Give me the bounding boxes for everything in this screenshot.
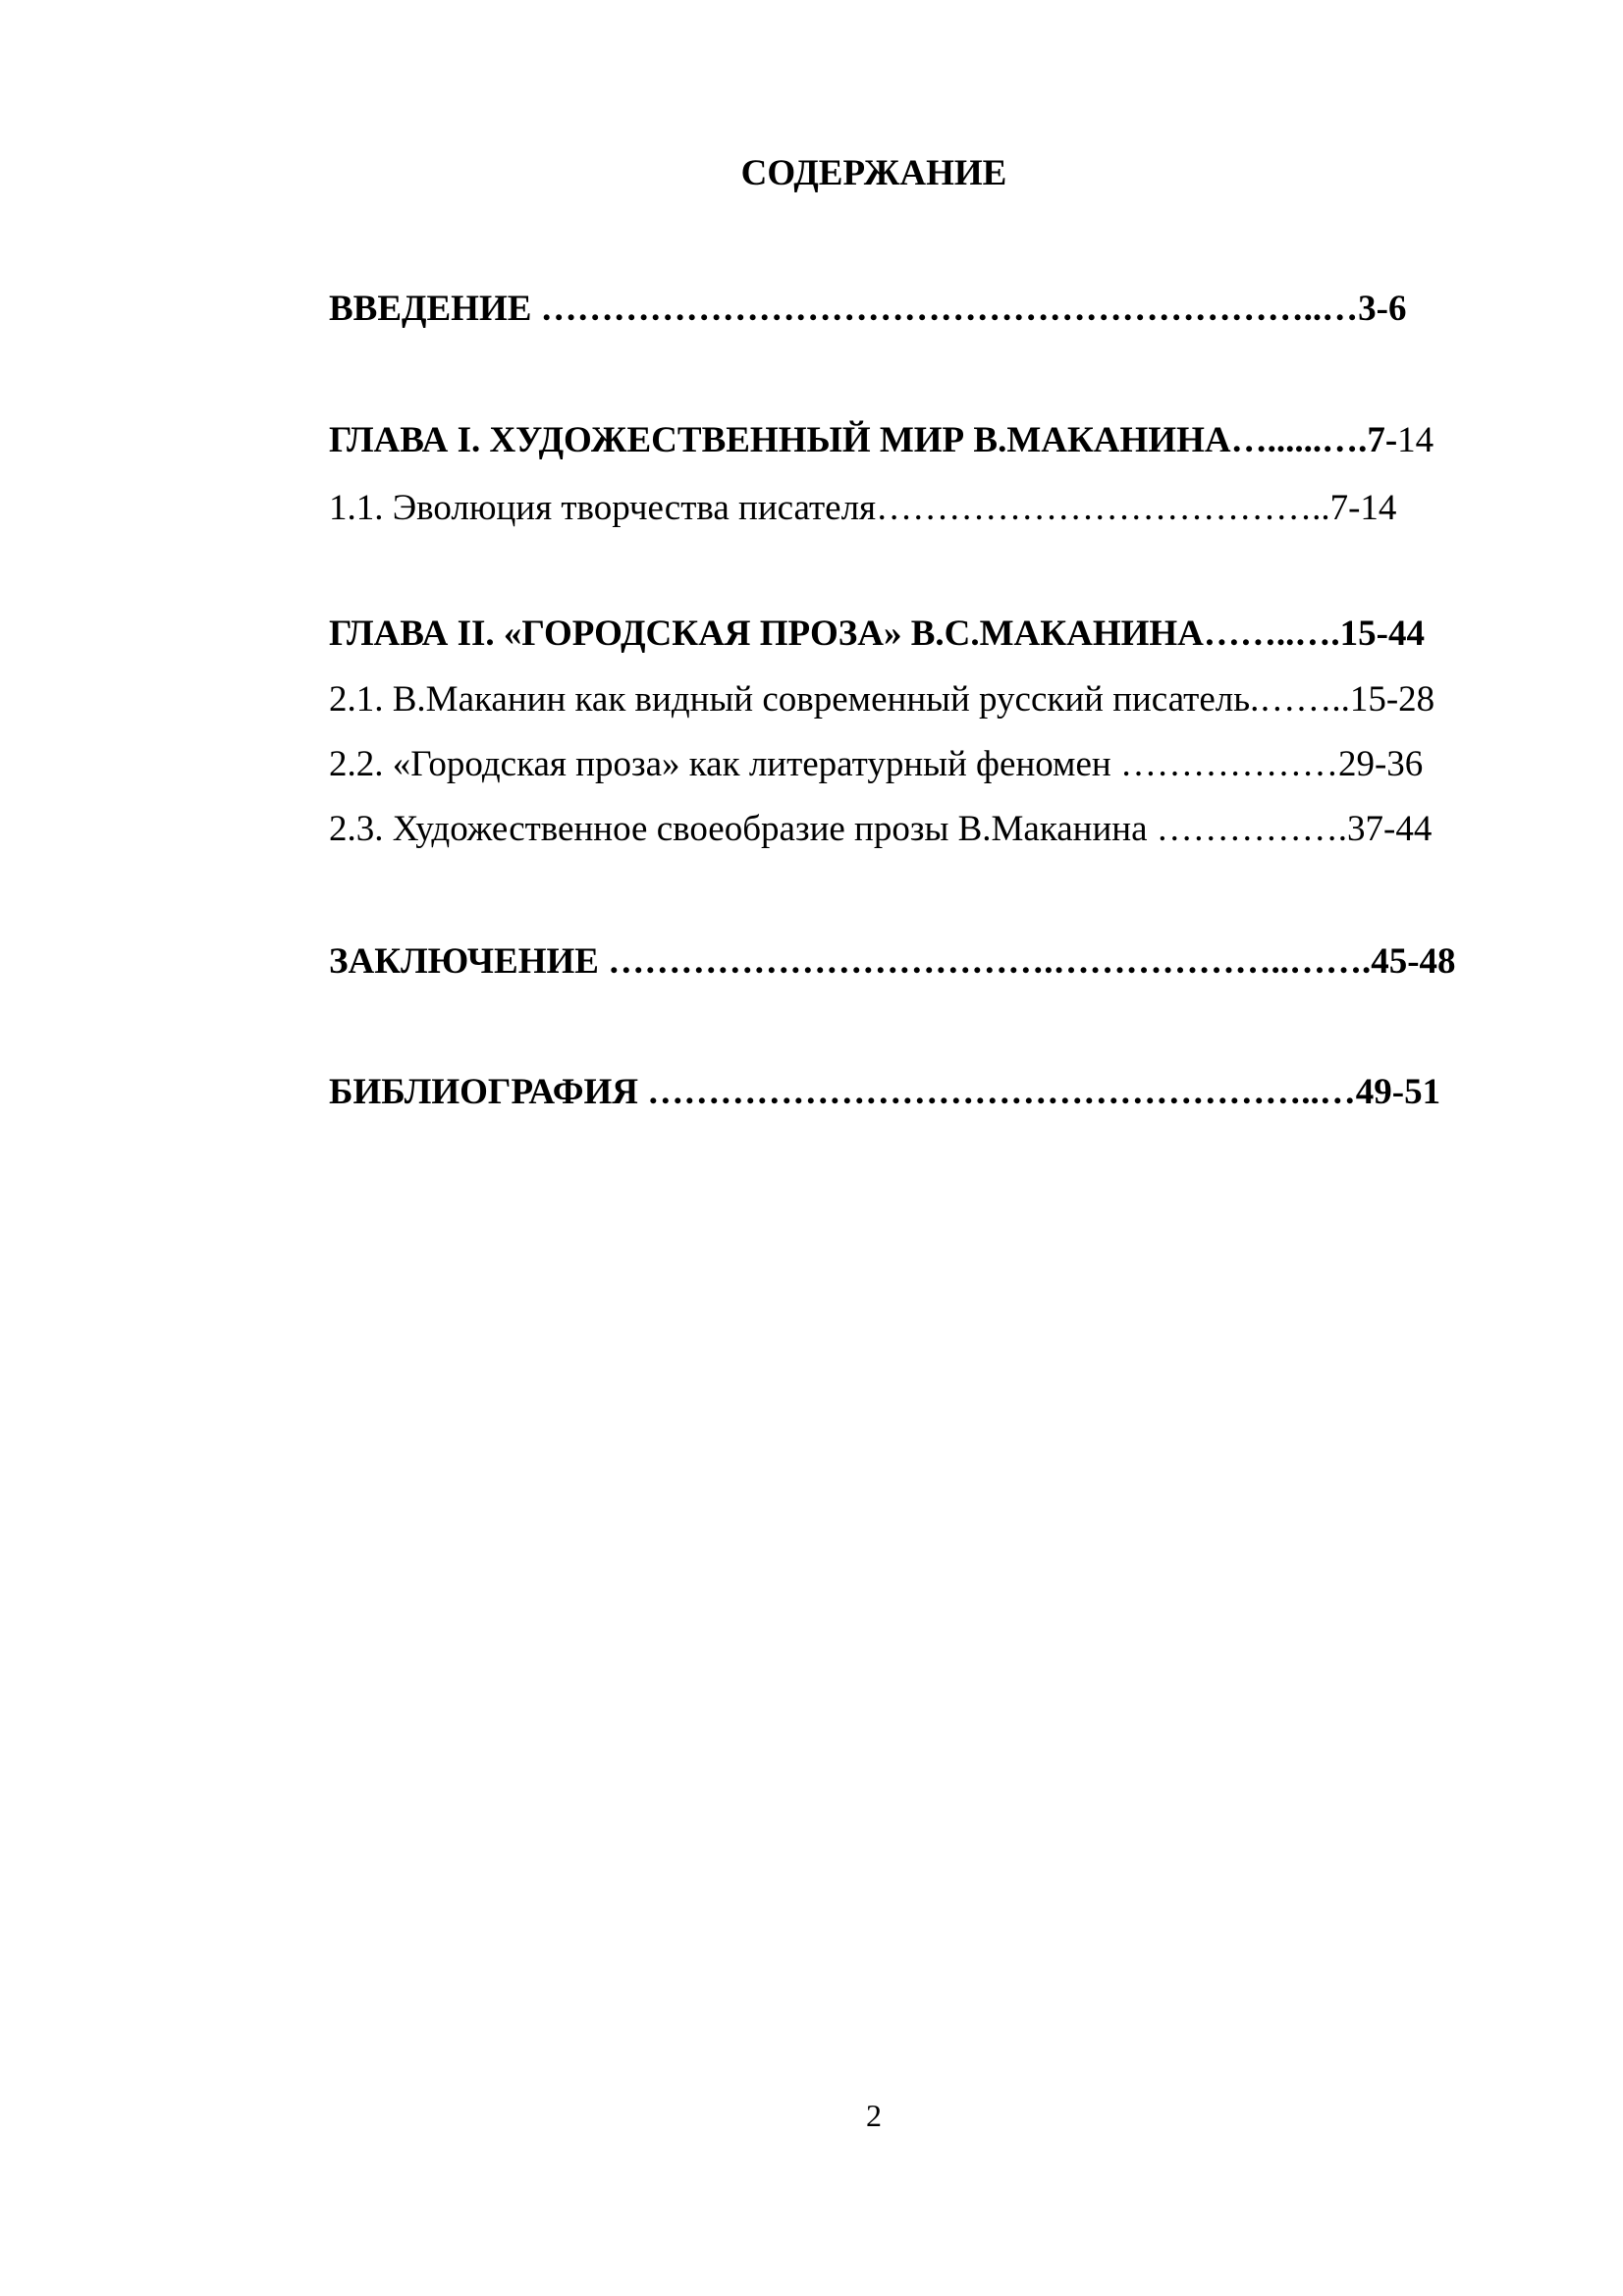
toc-leader: ……………………………….………………..…….	[598, 941, 1372, 982]
toc-label: ВВЕДЕНИЕ	[329, 289, 532, 329]
toc-label: ЗАКЛЮЧЕНИЕ	[329, 941, 599, 982]
page-title: СОДЕРЖАНИЕ	[740, 153, 1007, 193]
toc-label: 2.1. В.Маканин как видный современный русский писатель	[329, 679, 1251, 720]
toc-leader: .……..	[1250, 679, 1350, 720]
page-number: 2	[866, 2098, 882, 2133]
toc-leader: ……..….	[1203, 614, 1340, 654]
toc-pages: 7-	[1367, 420, 1398, 460]
toc-leader: ………………………………..	[876, 488, 1330, 528]
toc-pages: 29-36	[1337, 744, 1424, 784]
toc-entry-bibliography	[329, 1071, 1440, 1114]
toc-pages: 7-14	[1329, 488, 1397, 528]
toc-label: 2.3. Художественное своеобразие прозы В.Маканина	[329, 809, 1148, 849]
toc-leader: ………………………………………………..…	[638, 1072, 1356, 1112]
toc-entry-section-2-1	[329, 678, 1434, 721]
toc-label: ГЛАВА II. «ГОРОДСКАЯ ПРОЗА» В.С.МАКАНИНА	[329, 614, 1204, 654]
toc-label: ГЛАВА I. ХУДОЖЕСТВЕННЫЙ МИР В.МАКАНИНА	[329, 420, 1231, 460]
toc-pages: 15-44	[1339, 614, 1425, 654]
toc-leader: ………………	[1110, 744, 1338, 784]
toc-entry-introduction	[329, 288, 1407, 331]
toc-label: 1.1. Эволюция творчества писателя	[329, 488, 877, 528]
toc-entry-section-2-3	[329, 808, 1432, 851]
toc-pages: 49-51	[1355, 1072, 1441, 1112]
toc-leader: …………….	[1147, 809, 1347, 849]
toc-pages: 37-44	[1347, 809, 1433, 849]
toc-pages: 15-28	[1349, 679, 1435, 720]
toc-pages: 3-6	[1358, 289, 1407, 329]
toc-pages: 45-48	[1371, 941, 1456, 982]
toc-pages-extra: 14	[1397, 420, 1434, 460]
toc-entry-conclusion	[329, 940, 1456, 984]
toc-entry-chapter-1	[329, 419, 1434, 462]
toc-entry-chapter-2	[329, 613, 1425, 656]
toc-label: БИБЛИОГРАФИЯ	[329, 1072, 638, 1112]
toc-entry-section-2-2	[329, 743, 1423, 786]
toc-leader: …......….	[1230, 420, 1368, 460]
toc-label: 2.2. «Городская проза» как литературный феномен	[329, 744, 1111, 784]
toc-leader: ………………………………………………………..…	[531, 289, 1359, 329]
toc-entry-section-1-1	[329, 487, 1396, 530]
